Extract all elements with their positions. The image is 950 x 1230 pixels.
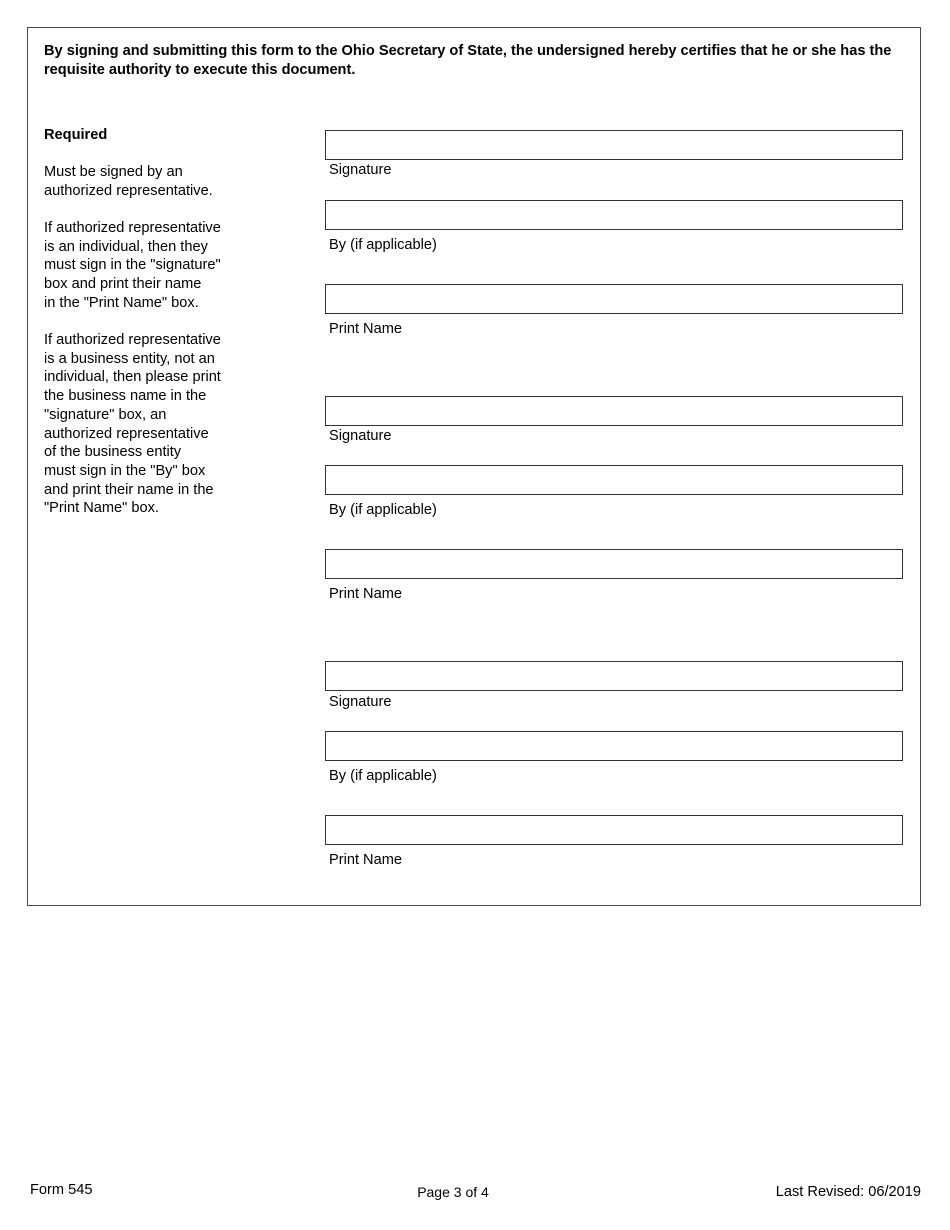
signature-field-3[interactable] <box>325 661 903 691</box>
instruction-line: of the business entity <box>44 444 182 461</box>
instruction-line: authorized representative. <box>44 182 213 199</box>
instruction-line: authorized representative <box>44 425 209 442</box>
by-field-2[interactable] <box>325 465 903 495</box>
required-heading: Required <box>44 127 108 143</box>
by-label-1: By (if applicable) <box>329 237 437 253</box>
instruction-line: must sign in the "signature" <box>44 257 221 274</box>
by-label-3: By (if applicable) <box>329 768 437 784</box>
last-revised: Last Revised: 06/2019 <box>775 1184 921 1200</box>
page-number: Page 3 of 4 <box>417 1184 489 1200</box>
by-field-1[interactable] <box>325 200 903 230</box>
instruction-line: If authorized representative <box>44 220 221 236</box>
instruction-line: in the "Print Name" box. <box>44 294 199 311</box>
instructions-para-2 <box>44 219 244 313</box>
signature-field-2[interactable] <box>325 396 903 426</box>
signature-label-2: Signature <box>329 428 392 444</box>
by-label-2: By (if applicable) <box>329 502 437 518</box>
print-name-field-1[interactable] <box>325 284 903 314</box>
instruction-line: the business name in the <box>44 388 207 405</box>
instructions-para-1 <box>44 163 244 200</box>
certification-statement: By signing and submitting this form to the Ohio Secretary of State, the undersigned hereby certifies that he or she has the requisite authority to execute this document. <box>44 43 892 78</box>
instruction-line: individual, then please print <box>44 369 221 386</box>
instruction-line: must sign in the "By" box <box>44 462 206 479</box>
instruction-line: "Print Name" box. <box>44 500 159 517</box>
signature-field-1[interactable] <box>325 130 903 160</box>
print-name-field-2[interactable] <box>325 549 903 579</box>
instruction-line: If authorized representative <box>44 332 221 348</box>
print-name-label-3: Print Name <box>329 852 402 868</box>
print-name-field-3[interactable] <box>325 815 903 845</box>
instruction-line: and print their name in the <box>44 481 214 498</box>
instruction-line: "signature" box, an <box>44 406 167 423</box>
by-field-3[interactable] <box>325 731 903 761</box>
instruction-line: is an individual, then they <box>44 238 208 255</box>
signature-label-3: Signature <box>329 694 392 710</box>
form-number: Form 545 <box>30 1182 93 1198</box>
signature-label-1: Signature <box>329 162 392 178</box>
instruction-line: Must be signed by an <box>44 164 183 180</box>
instruction-line: box and print their name <box>44 276 202 293</box>
print-name-label-1: Print Name <box>329 321 402 337</box>
instruction-line: is a business entity, not an <box>44 350 215 367</box>
instructions-para-3 <box>44 331 244 518</box>
print-name-label-2: Print Name <box>329 586 402 602</box>
